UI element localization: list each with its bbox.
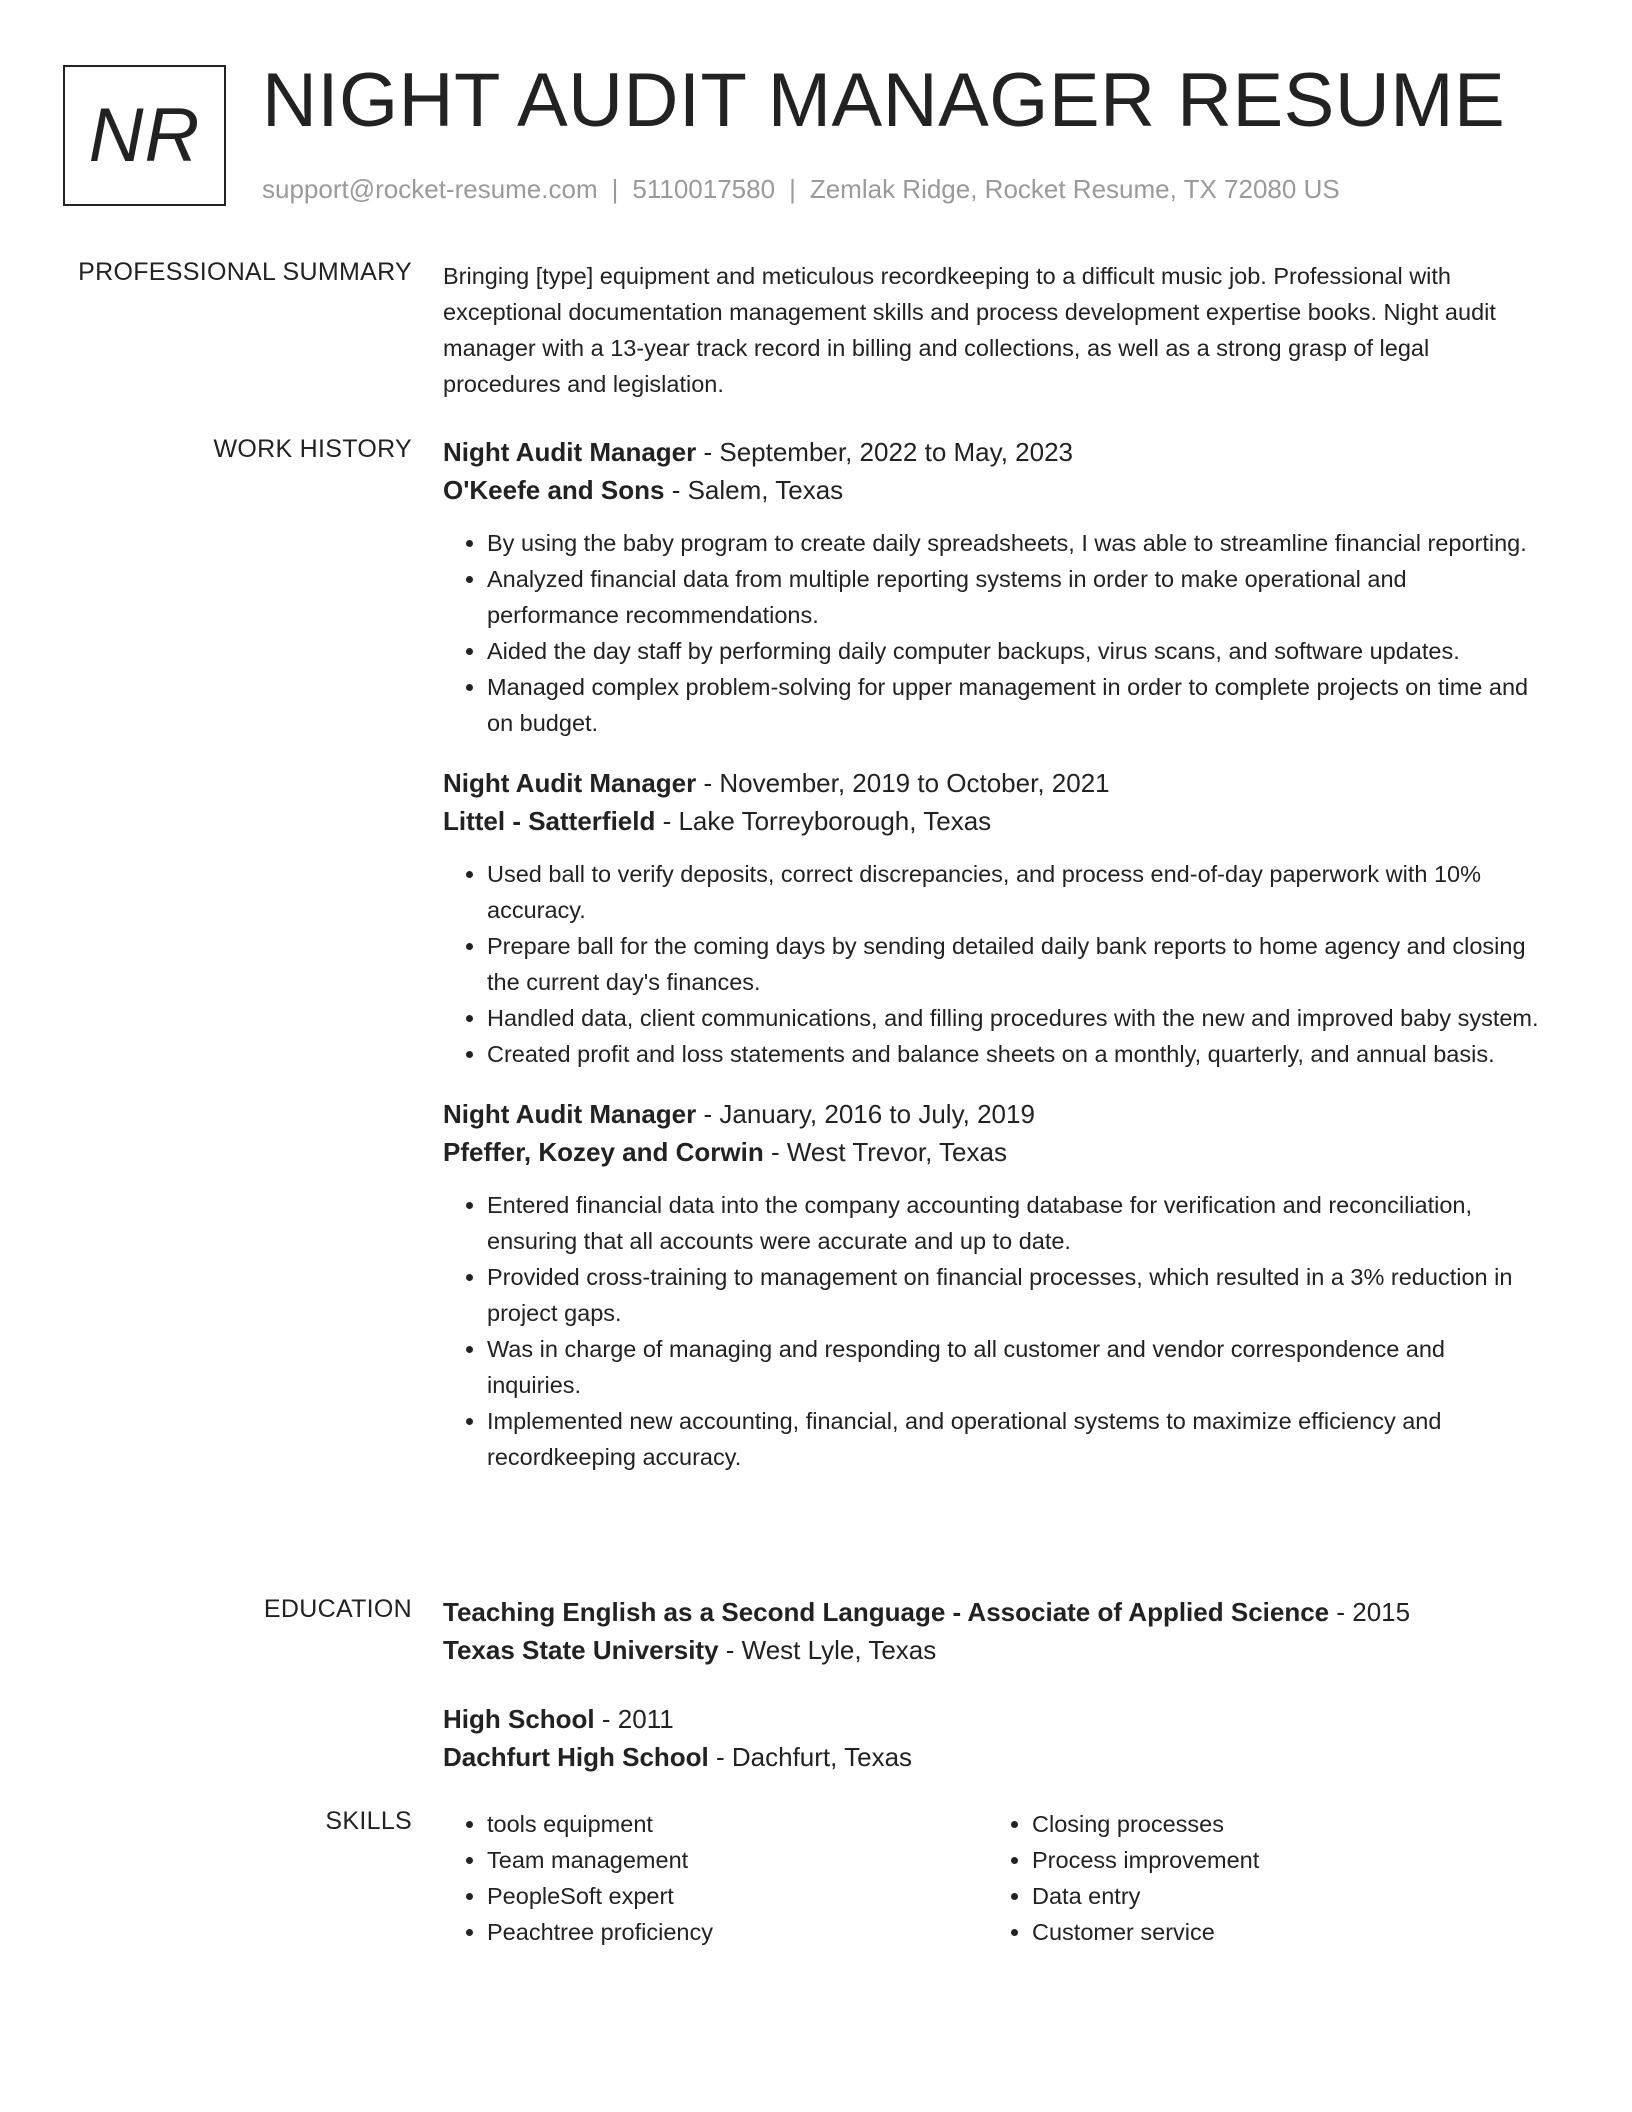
contact-email: support@rocket-resume.com bbox=[262, 174, 598, 204]
education-location: - West Lyle, Texas bbox=[718, 1635, 937, 1665]
job-bullets bbox=[443, 1187, 1543, 1475]
job-bullet: • Used ball to verify deposits, correct discrepancies, and process end-of-day paperwork with 10% accuracy. bbox=[487, 856, 1543, 928]
job-bullet: • Managed complex problem-solving for upper management in order to complete projects on time and on budget. bbox=[487, 669, 1543, 741]
education-location: - Dachfurt, Texas bbox=[708, 1742, 913, 1772]
job-bullet: • Entered financial data into the company accounting database for verification and reconciliation, ensuring that all accounts were accurate and up to date. bbox=[487, 1187, 1543, 1259]
job-title-line bbox=[443, 1095, 1543, 1133]
monogram-initials: NR bbox=[88, 93, 201, 178]
education-entry bbox=[443, 1700, 1543, 1776]
skills-grid bbox=[443, 1806, 1543, 1950]
job-title-line bbox=[443, 433, 1543, 471]
skills-list bbox=[988, 1806, 1533, 1950]
education-degree: Teaching English as a Second Language - Associate of Applied Science bbox=[443, 1597, 1330, 1627]
job-company-line bbox=[443, 802, 1543, 840]
education-degree: High School bbox=[443, 1704, 595, 1734]
skill-item: • Team management bbox=[487, 1842, 988, 1878]
job-company: Pfeffer, Kozey and Corwin bbox=[443, 1137, 764, 1167]
job-bullet: • Analyzed financial data from multiple reporting systems in order to make operational and performance recommendations. bbox=[487, 561, 1543, 633]
education-school-line bbox=[443, 1631, 1543, 1669]
skill-item: • Data entry bbox=[1032, 1878, 1533, 1914]
skill-item: • PeopleSoft expert bbox=[487, 1878, 988, 1914]
job-entry bbox=[443, 433, 1543, 741]
skills-list bbox=[443, 1806, 988, 1950]
summary-text: Bringing [type] equipment and meticulous recordkeeping to a difficult music job. Professional with exceptional documentation management skills and process development expertise books. Night audit manager with a 13-year track record in billing and collections, as well as a strong grasp of legal procedures and legislation. bbox=[443, 263, 1496, 397]
job-location: - Lake Torreyborough, Texas bbox=[655, 806, 992, 836]
job-title: Night Audit Manager bbox=[443, 1099, 697, 1129]
skills-column-right bbox=[988, 1806, 1533, 1950]
job-company: Littel - Satterfield bbox=[443, 806, 656, 836]
contact-address: Zemlak Ridge, Rocket Resume, TX 72080 US bbox=[809, 174, 1340, 204]
job-bullet: • Aided the day staff by performing daily computer backups, virus scans, and software updates. bbox=[487, 633, 1543, 669]
education-year: - 2015 bbox=[1329, 1597, 1411, 1627]
skill-item: • tools equipment bbox=[487, 1806, 988, 1842]
education-school: Texas State University bbox=[443, 1635, 719, 1665]
education-degree-line bbox=[443, 1700, 1543, 1738]
contact-phone: 5110017580 bbox=[632, 174, 776, 204]
job-bullet: • Implemented new accounting, financial, and operational systems to maximize efficiency and recordkeeping accuracy. bbox=[487, 1403, 1543, 1475]
job-bullet: • Was in charge of managing and responding to all customer and vendor correspondence and inquiries. bbox=[487, 1331, 1543, 1403]
section-label-skills: SKILLS bbox=[325, 1807, 412, 1835]
skill-item: • Customer service bbox=[1032, 1914, 1533, 1950]
job-dates: - September, 2022 to May, 2023 bbox=[696, 437, 1073, 467]
summary-body bbox=[443, 258, 1543, 402]
job-bullet: • Handled data, client communications, and filling procedures with the new and improved baby system. bbox=[487, 1000, 1543, 1036]
work-history-body bbox=[443, 433, 1543, 1489]
monogram-box bbox=[63, 65, 226, 206]
education-degree-line bbox=[443, 1593, 1543, 1631]
job-bullet: • Prepare ball for the coming days by sending detailed daily bank reports to home agency and closing the current day's finances. bbox=[487, 928, 1543, 1000]
resume-title: NIGHT AUDIT MANAGER RESUME bbox=[262, 58, 1506, 143]
education-body bbox=[443, 1593, 1543, 1807]
job-bullet: • Created profit and loss statements and balance sheets on a monthly, quarterly, and annual basis. bbox=[487, 1036, 1543, 1072]
section-label-summary: PROFESSIONAL SUMMARY bbox=[78, 258, 412, 286]
job-location: - West Trevor, Texas bbox=[763, 1137, 1007, 1167]
job-bullets bbox=[443, 525, 1543, 741]
education-school-line bbox=[443, 1738, 1543, 1776]
skill-item: • Peachtree proficiency bbox=[487, 1914, 988, 1950]
job-title: Night Audit Manager bbox=[443, 768, 697, 798]
job-title: Night Audit Manager bbox=[443, 437, 697, 467]
contact-line bbox=[262, 174, 1340, 205]
job-location: - Salem, Texas bbox=[664, 475, 844, 505]
skill-item: • Process improvement bbox=[1032, 1842, 1533, 1878]
skills-column-left bbox=[443, 1806, 988, 1950]
job-bullet: • By using the baby program to create daily spreadsheets, I was able to streamline financial reporting. bbox=[487, 525, 1543, 561]
job-bullet: • Provided cross-training to management on financial processes, which resulted in a 3% reduction in project gaps. bbox=[487, 1259, 1543, 1331]
section-label-education: EDUCATION bbox=[263, 1595, 412, 1623]
job-entry bbox=[443, 1095, 1543, 1475]
job-entry bbox=[443, 764, 1543, 1072]
job-bullets bbox=[443, 856, 1543, 1072]
job-company: O'Keefe and Sons bbox=[443, 475, 665, 505]
contact-separator: | bbox=[611, 174, 619, 204]
section-label-work-history: WORK HISTORY bbox=[213, 435, 412, 463]
job-dates: - January, 2016 to July, 2019 bbox=[696, 1099, 1035, 1129]
job-company-line bbox=[443, 1133, 1543, 1171]
job-title-line bbox=[443, 764, 1543, 802]
contact-separator: | bbox=[789, 174, 796, 204]
education-school: Dachfurt High School bbox=[443, 1742, 709, 1772]
job-company-line bbox=[443, 471, 1543, 509]
skills-body bbox=[443, 1806, 1543, 1950]
education-year: - 2011 bbox=[594, 1704, 674, 1734]
education-entry bbox=[443, 1593, 1543, 1669]
job-dates: - November, 2019 to October, 2021 bbox=[696, 768, 1110, 798]
skill-item: • Closing processes bbox=[1032, 1806, 1533, 1842]
